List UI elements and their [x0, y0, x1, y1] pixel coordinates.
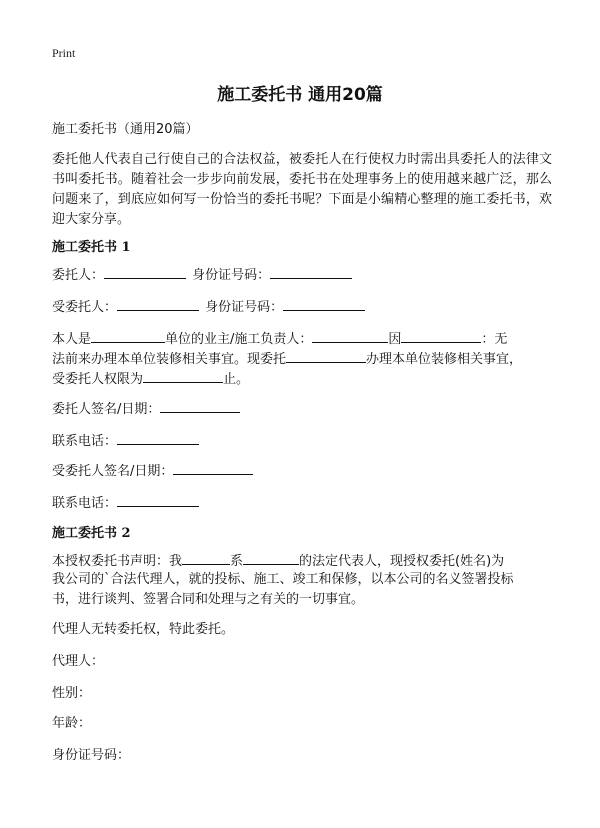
declaration-line-2: 我公司的`合法代理人，就的投标、施工、竣工和保修，以本公司的名义签署投标	[52, 572, 514, 587]
principal-label: 委托人：	[52, 268, 105, 283]
phone-row-2	[52, 492, 199, 514]
id-field: 身份证号码：	[52, 748, 131, 763]
no-sub-delegation: 代理人无转委托权，特此委托。	[52, 622, 235, 637]
body-text: ：无	[481, 332, 508, 347]
declaration-text: 本授权委托书声明：我	[52, 554, 183, 569]
document-title: 施工委托书 通用20篇	[217, 85, 383, 105]
reason-blank	[401, 328, 481, 343]
phone-blank-2	[117, 492, 199, 507]
declaration-text: 系	[230, 554, 244, 569]
phone-label-2: 联系电话：	[52, 496, 118, 511]
unit-blank	[91, 328, 165, 343]
id-blank-2	[283, 296, 365, 311]
phone-blank-1	[117, 430, 199, 445]
body-text: 法前来办理本单位装修相关事宜。现委托	[52, 352, 287, 367]
body-text: 办理本单位装修相关事宜，	[366, 352, 523, 367]
name-blank	[182, 550, 230, 565]
body-text: 受委托人权限为	[52, 372, 144, 387]
print-link[interactable]: Print	[52, 46, 76, 60]
company-blank	[243, 550, 299, 565]
authority-blank	[143, 368, 223, 383]
gender-field: 性别：	[52, 686, 92, 701]
principal-sign-row	[52, 398, 240, 420]
agent-label: 受委托人：	[52, 300, 118, 315]
principal-blank	[104, 264, 186, 279]
principal-sign-label: 委托人签名/日期：	[52, 402, 161, 417]
section-2-heading: 施工委托书 2	[52, 526, 131, 541]
declaration-line-1	[52, 550, 504, 572]
agent-field: 代理人：	[52, 654, 105, 669]
agent-sign-blank	[173, 460, 253, 475]
agent-sign-label: 受委托人签名/日期：	[52, 464, 174, 479]
age-field: 年龄：	[52, 716, 92, 731]
body-line-2	[52, 348, 522, 370]
agent-blank	[117, 296, 199, 311]
body-text: 因	[388, 332, 402, 347]
principal-sign-blank	[160, 398, 240, 413]
body-line-3	[52, 368, 249, 390]
delegate-blank	[286, 348, 366, 363]
id-label-1: 身份证号码：	[192, 268, 271, 283]
owner-blank	[312, 328, 388, 343]
body-text: 单位的业主/施工负责人：	[165, 332, 313, 347]
phone-row-1	[52, 430, 199, 452]
agent-row	[52, 296, 365, 318]
document-subtitle: 施工委托书（通用20篇）	[52, 122, 199, 137]
declaration-text: 的法定代表人，现授权委托(姓名)为	[299, 554, 505, 569]
id-label-2: 身份证号码：	[205, 300, 284, 315]
body-text: 止。	[223, 372, 250, 387]
id-blank-1	[270, 264, 352, 279]
body-line-1	[52, 328, 507, 350]
body-text: 本人是	[52, 332, 92, 347]
section-1-heading: 施工委托书 1	[52, 240, 131, 255]
phone-label-1: 联系电话：	[52, 434, 118, 449]
principal-row	[52, 264, 352, 286]
declaration-line-3: 书，进行谈判、签署合同和处理与之有关的一切事宜。	[52, 592, 365, 607]
agent-sign-row	[52, 460, 253, 482]
intro-paragraph: 委托他人代表自己行使自己的合法权益，被委托人在行使权力时需出具委托人的法律文书叫委托书。随着社会一步步向前发展，委托书在处理事务上的使用越来越广泛，那么问题来了，到底应如何写一份恰当的委托书呢？下面是小编精心整理的施工委托书，欢迎大家分享。	[52, 152, 552, 227]
